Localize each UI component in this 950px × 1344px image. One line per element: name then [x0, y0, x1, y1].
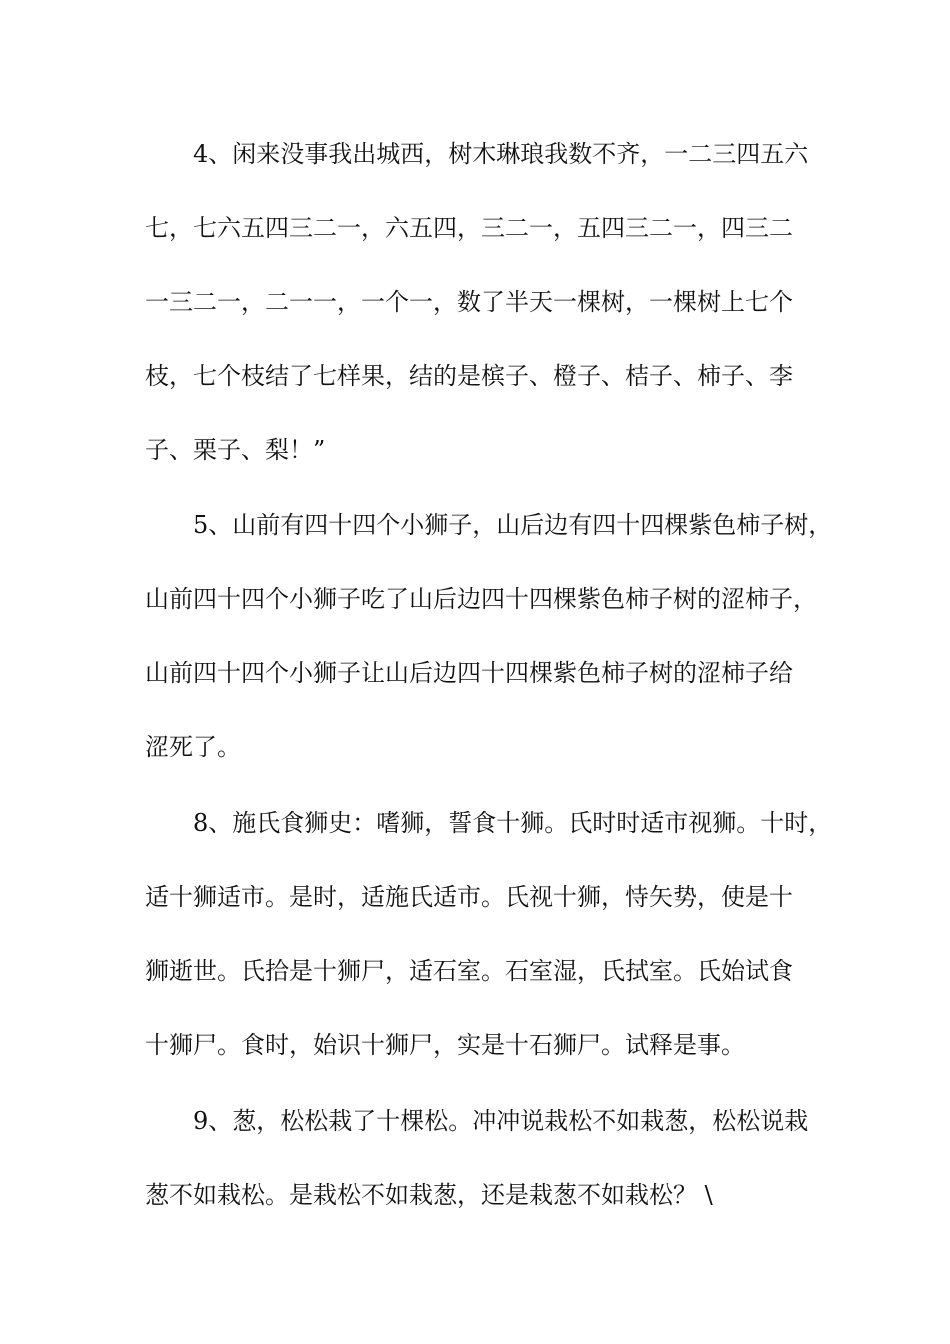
text-line: 狮逝世。氏拾是十狮尸，适石室。石室湿，氏拭室。氏始试食	[145, 957, 793, 985]
text-line: 葱不如栽松。是栽松不如栽葱，还是栽葱不如栽松？ \	[145, 1181, 713, 1209]
text-line: 9、葱，松松栽了十棵松。冲冲说栽松不如栽葱，松松说栽	[193, 1107, 809, 1135]
paragraph-4	[145, 139, 825, 509]
text-line: 子、栗子、梨！”	[145, 436, 326, 464]
text-line: 十狮尸。食时，始识十狮尸，实是十石狮尸。试释是事。	[145, 1031, 745, 1059]
text-line: 一三二一，二一一，一个一，数了半天一棵树，一棵树上七个	[145, 288, 793, 316]
text-line: 8、施氏食狮史：嗜狮，誓食十狮。氏时时适市视狮。十时，	[193, 809, 833, 837]
paragraph-8	[145, 808, 833, 1104]
paragraph-5	[145, 510, 833, 806]
text-line: 4、闲来没事我出城西，树木琳琅我数不齐，一二三四五六	[193, 140, 809, 168]
text-line: 涩死了。	[145, 733, 241, 761]
paragraph-9	[145, 1106, 825, 1254]
text-line: 枝，七个枝结了七样果，结的是槟子、橙子、桔子、柿子、李	[145, 362, 793, 390]
text-line: 适十狮适市。是时，适施氏适市。氏视十狮，恃矢势，使是十	[145, 883, 793, 911]
text-line: 山前四十四个小狮子吃了山后边四十四棵紫色柿子树的涩柿子，	[145, 585, 817, 613]
text-line: 5、山前有四十四个小狮子，山后边有四十四棵紫色柿子树，	[193, 511, 833, 539]
text-line: 山前四十四个小狮子让山后边四十四棵紫色柿子树的涩柿子给	[145, 659, 793, 687]
text-line: 七，七六五四三二一，六五四，三二一，五四三二一，四三二	[145, 214, 793, 242]
